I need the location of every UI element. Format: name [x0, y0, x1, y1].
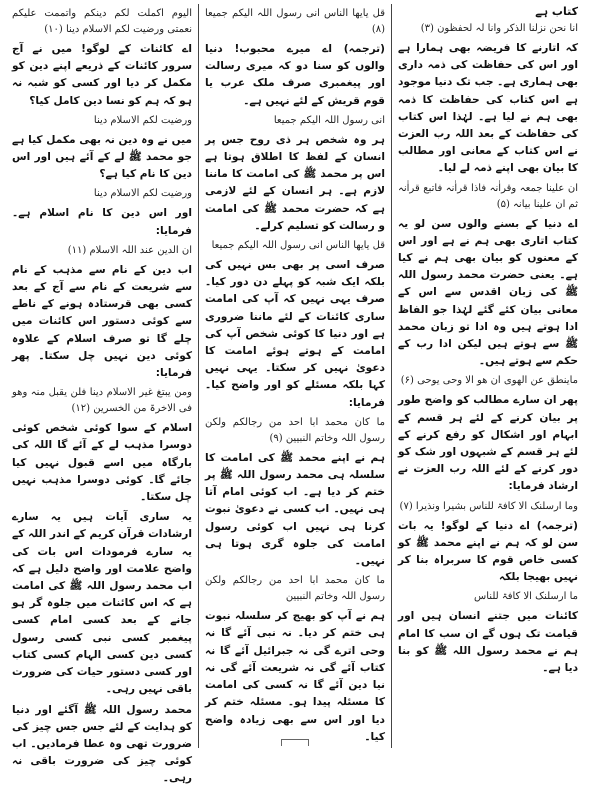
urdu-paragraph: کہ اتارنے کا فریضہ بھی ہمارا ہے اور اس کی حفاظت کی ذمہ داری بھی ہماری ہے۔ جب تک دنیا موجود ہے اس کتاب کی حفاظت کا ذمہ بھی ہم نے لیا ہے۔ لہٰذا اس کتاب کی حفاظت کے بعد اللہ رب العزت نے اس کتاب کے معانی اور مطالب کا بیان بھی اپنے ذمہ لے لیا۔	[398, 42, 578, 175]
arabic-verse: ماینطق عن الھوی ان ھو الا وحی یوحی (۶)	[400, 375, 578, 387]
arabic-verse: قل یایھا الناس انی رسول اللہ الیکم جمیعا	[211, 240, 385, 252]
urdu-paragraph: ہر وہ شخص ہر ذی روح جس پر انسان کے لفظ کا اطلاق ہوتا ہے اس پر محمد ﷺ کی امامت کا ماننا لازم ہے۔ ہر انسان کے لئے لازمی ہے کہ حضرت محمد ﷺ کی امامت و رسالت کو تسلیم کرلے۔	[205, 133, 385, 232]
arabic-verse: ورضیت لکم الاسلام دینا	[93, 188, 192, 200]
urdu-paragraph: اے کائنات کے لوگو! میں نے آج سرور کائنات کے ذریعے اپنے دین کو مکمل کر دیا اور کسی کو شبہ نہ ہو کہ ہم کو نسا دین کامل کیا؟	[12, 43, 192, 107]
arabic-verse: ان علینا جمعہ وقراٰنہ فاذا قراٰنہ فاتبع قراٰنہ ثم ان علینا بیانہ (۵)	[398, 182, 578, 210]
arabic-verse: وما ارسلنک الا کافۃ للناس بشیرا ونذیرا (۷)	[399, 500, 578, 512]
heading-line: کتاب ہے	[535, 5, 578, 18]
urdu-paragraph: اب دین کے نام سے مذہب کے نام سے شریعت کے نام سے آج کے بعد کسی بھی قرستادہ ہونے کے ناطے سے کوئی دستور اس کائنات میں چلے گا تو صرف اسلام کے علاوہ کوئی دین نہیں چل سکتا۔ پھر فرمایا:	[12, 263, 192, 380]
urdu-paragraph: صرف اسی پر بھی بس نہیں کی بلکہ ایک شبہ کو پہلے دن دور کیا۔ صرف یہی نہیں کہ آپ کی امامت ساری کائنات کے لئے ماننا ضروری ہے اور دنیا کا کوئی شخص آپ کی امامت کے ہوتے ہوئے امامت کا دعویٰ نہیں کر سکتا۔ یہی نہیں کہا بلکہ مسئلے کو اور واضح کیا۔ فرمایا:	[205, 259, 385, 409]
urdu-paragraph: اور اس دین کا نام اسلام ہے۔ فرمایا:	[12, 207, 192, 237]
column-right	[392, 4, 584, 748]
arabic-verse: ومن یبتغ غیر الاسلام دینا فلن یقبل منہ وھو فی الاخرۃ من الخسرین (۱۲)	[12, 387, 192, 415]
urdu-paragraph: ہم نے آپ کو بھیج کر سلسلہ نبوت ہی ختم کر دیا۔ نہ نبی آئے گا نہ وحی اترے گی نہ جبرائیل آئے گا نہ کتاب آئے گی نہ شریعت آئے گی نہ نیا دین آئے گا نہ کسی کی امامت کا مسئلہ پیدا ہو۔ مسئلہ ختم کر دیا اور اس سے بھی زیادہ واضح کیا۔	[205, 610, 385, 743]
arabic-verse: ما کان محمد ابا احد من رجالکم ولکن رسول اللہ وخاتم النبیین (۹)	[205, 416, 385, 444]
urdu-paragraph: میں نے وہ دین نہ بھی مکمل کیا ہے جو محمد ﷺ لے کے آئے ہیں اور اس دین کا نام کیا ہے؟	[12, 133, 192, 181]
urdu-paragraph: کائنات میں جتنے انسان ہیں اور قیامت تک ہوں گے ان سب کا امام ہم نے محمد رسول اللہ ﷺ کو بنا دیا ہے۔	[398, 610, 578, 675]
arabic-verse: ورضیت لکم الاسلام دینا	[93, 114, 192, 126]
column-middle	[199, 4, 392, 748]
arabic-verse: انا نحن نزلنا الذکر وانا لہ لحفظون (۳)	[420, 23, 578, 34]
arabic-verse: ما ارسلنک الا کافۃ للناس	[474, 591, 578, 603]
urdu-paragraph: (ترجمہ) اے دنیا کے لوگو! یہ بات سن لو کہ ہم نے اپنے محمد ﷺ کو کسی خاص قوم کا سربراہ بنا کر نہیں بھیجا بلکہ	[398, 519, 578, 584]
urdu-paragraph: اے دنیا کے بسنے والوں سن لو یہ کتاب اتاری بھی ہم نے ہے اور اس کے معنوں کو بیان بھی ہم نے کیا ہے۔ یعنی حضرت محمد رسول اللہ ﷺ کی زبان اقدس سے اس کے معانی بیان کئے گئے لہٰذا جو الفاظ ادا ہوتے ہیں وہ ادا تو زبان محمد ﷺ سے ہوتے ہیں لیکن ادا رب کے حکم سے ہوتے ہیں۔	[398, 217, 578, 368]
column-left	[6, 4, 199, 785]
page-footer-mark	[281, 739, 309, 746]
urdu-paragraph: اسلام کے سوا کوئی شخص کوئی دوسرا مذہب لے کے آئے گا اللہ کی بارگاہ میں اسے قبول نہیں کیا جائے گا۔ کوئی دوسرا مذہب نہیں چل سکتا۔	[12, 422, 192, 504]
urdu-paragraph: ہم نے اپنے محمد ﷺ کی امامت کا سلسلہ ہی محمد رسول اللہ ﷺ پر ختم کر دیا ہے۔ اب کوئی امام آتا ہی نہیں۔ اب کسی نے دعویٰ نبوت کرنا ہی نہیں اب کوئی رسول امامت کی جلوہ گری ہوتا ہی نہیں۔	[205, 451, 385, 568]
urdu-paragraph: (ترجمہ) اے میرے محبوب! دنیا والوں کو سنا دو کہ میری رسالت اور پیغمبری صرف ملک عرب یا قوم قریش کے لئے نہیں ہے۔	[205, 43, 385, 107]
urdu-paragraph: پھر ان سارے مطالب کو واضح طور پر بیان کرنے کے لئے ہر قسم کے ابہام اور اشکال کو رفع کرنے کے لئے ہر قسم کے شبہوں اور شک کو دور کرنے کے لئے اللہ رب العزت نے ارشاد فرمایا:	[398, 394, 578, 493]
arabic-verse: ما کان محمد ابا احد من رجالکم ولکن رسول اللہ وخاتم النبیین	[205, 575, 385, 603]
urdu-paragraph: یہ ساری آیات ہیں یہ سارے ارشادات قرآن کریم کے اندر اللہ کے یہ سارے فرمودات اس بات کی واضح علامت اور واضح دلیل ہے کہ اب محمد رسول اللہ ﷺ کی امامت ہے کہ اس کائنات میں جلوہ گر ہو جانے کے بعد کسی امام کسی پیغمبر کسی نبی کسی رسول کسی دین کسی الہام کسی کتاب اور کسی دستور حیات کی ضرورت باقی نہیں رہی۔	[12, 511, 192, 696]
arabic-verse: ان الدین عند اللہ الاسلام (۱۱)	[67, 244, 192, 256]
arabic-verse: الیوم اکملت لکم دینکم واتممت علیکم نعمتی ورضیت لکم الاسلام دینا (۱۰)	[12, 8, 192, 35]
arabic-verse: قل یایھا الناس انی رسول اللہ الیکم جمیعا (۸)	[205, 8, 385, 35]
urdu-paragraph: محمد رسول اللہ ﷺ آگئے اور دنیا کو ہدایت کے لئے جس جس چیز کی ضرورت تھی وہ عطا فرمادیں۔ اب کوئی چیز کی ضرورت باقی نہ رہی۔	[12, 703, 192, 785]
arabic-verse: انی رسول اللہ الیکم جمیعا	[273, 114, 385, 126]
